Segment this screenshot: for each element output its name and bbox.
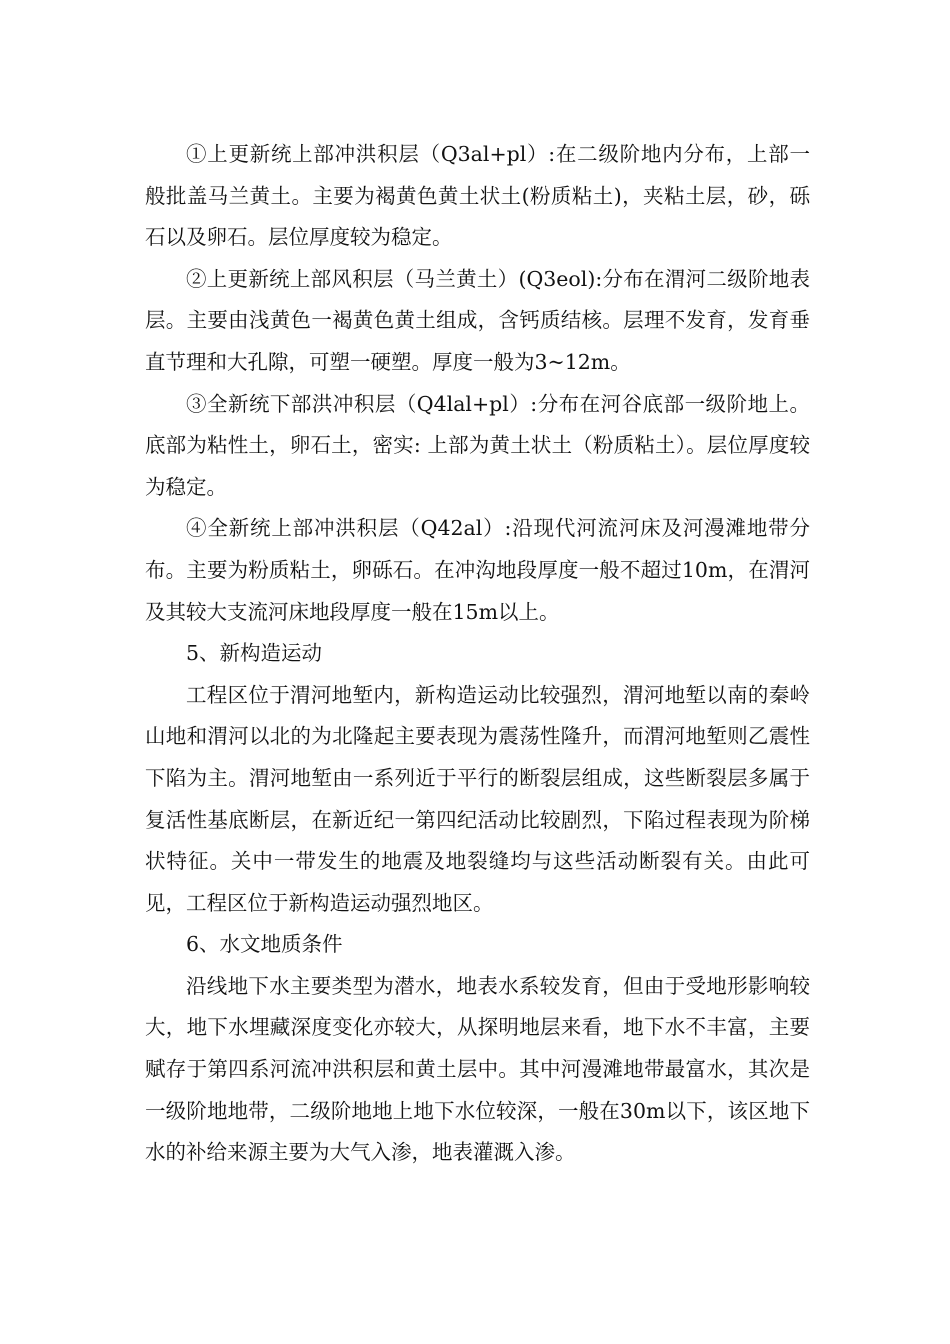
paragraph-stratum-4: ④全新统上部冲洪积层（Q42al）:沿现代河流河床及河漫滩地带分布。主要为粉质粘土，卵砾石。在冲沟地段厚度一般不超过10m，在渭河及其较大支流河床地段厚度一般在15m以上。 xyxy=(145,516,810,624)
paragraph-stratum-3: ③全新统下部洪冲积层（Q4lal+pl）:分布在河谷底部一级阶地上。底部为粘性土，卵石土，密实: 上部为黄土状土（粉质粘土）。层位厚度较为稳定。 xyxy=(145,391,810,499)
section-heading-hydrogeology: 6、水文地质条件 xyxy=(186,932,343,957)
paragraph-stratum-1: ①上更新统上部冲洪积层（Q3al+pl）:在二级阶地内分布，上部一般批盖马兰黄土。主要为褐黄色黄土状土(粉质粘土)，夹粘土层，砂，砾石以及卵石。层位厚度较为稳定。 xyxy=(145,142,810,250)
paragraph-stratum-2: ②上更新统上部风积层（马兰黄土）(Q3eol):分布在渭河二级阶地表层。主要由浅黄色一褐黄色黄土组成，含钙质结核。层理不发育，发育垂直节理和大孔隙，可塑一硬塑。厚度一般为3~12m。 xyxy=(145,266,810,374)
paragraph-neotectonics: 工程区位于渭河地堑内，新构造运动比较强烈，渭河地堑以南的秦岭山地和渭河以北的为北隆起主要表现为震荡性隆升，而渭河地堑则乙震性下陷为主。渭河地堑由一系列近于平行的断裂层组成，这些断裂层多属于复活性基底断层，在新近纪一第四纪活动比较剧烈，下陷过程表现为阶梯状特征。关中一带发生的地震及地裂缝均与这些活动断裂有关。由此可见，工程区位于新构造运动强烈地区。 xyxy=(145,682,810,915)
document-body xyxy=(145,134,810,1174)
section-heading-neotectonics: 5、新构造运动 xyxy=(186,641,323,666)
paragraph-hydrogeology: 沿线地下水主要类型为潜水，地表水系较发育，但由于受地形影响较大，地下水埋藏深度变化亦较大，从探明地层来看，地下水不丰富，主要赋存于第四系河流冲洪积层和黄土层中。其中河漫滩地带最富水，其次是一级阶地地带，二级阶地地上地下水位较深，一般在30m以下，该区地下水的补给来源主要为大气入渗，地表灌溉入渗。 xyxy=(145,973,810,1165)
